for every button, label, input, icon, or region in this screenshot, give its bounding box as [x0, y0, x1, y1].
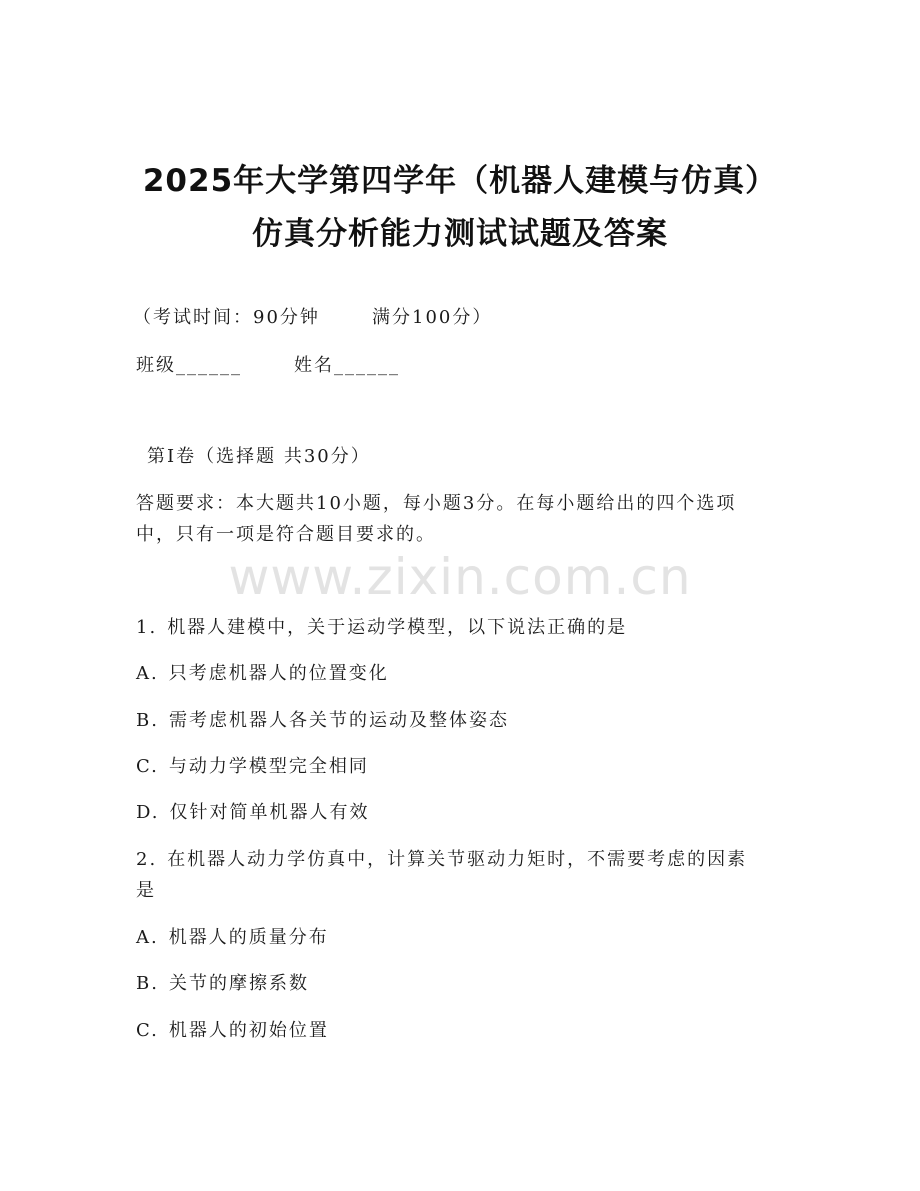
section-heading: 第I卷（选择题 共30分）	[147, 446, 371, 467]
question-2	[136, 845, 747, 871]
question-1-option-d	[136, 798, 370, 824]
option-letter: C.	[136, 1020, 159, 1041]
question-1	[136, 613, 627, 639]
option-text: 机器人的初始位置	[168, 1020, 329, 1041]
option-letter: B.	[136, 710, 159, 731]
question-2-option-a	[136, 923, 329, 949]
section-requirement-line-2: 中，只有一项是符合题目要求的。	[136, 524, 436, 545]
option-text: 仅针对简单机器人有效	[169, 802, 370, 823]
option-letter: D.	[136, 802, 160, 823]
document-title-line-1: 2025年大学第四学年（机器人建模与仿真）	[142, 163, 778, 199]
option-text: 需考虑机器人各关节的运动及整体姿态	[168, 710, 509, 731]
option-text: 关节的摩擦系数	[168, 973, 309, 994]
question-1-option-b	[136, 706, 509, 732]
option-letter: B.	[136, 973, 159, 994]
exam-time-limit: （考试时间：90分钟	[133, 307, 320, 328]
question-stem: 机器人建模中，关于运动学模型，以下说法正确的是	[167, 617, 628, 638]
question-2-option-c	[136, 1016, 329, 1042]
section-requirement-line-1: 答题要求：本大题共10小题，每小题3分。在每小题给出的四个选项	[136, 493, 737, 514]
name-field-label: 姓名______	[294, 355, 400, 376]
option-letter: A.	[136, 663, 159, 684]
question-2-stem-continued: 是	[136, 880, 156, 901]
question-stem: 在机器人动力学仿真中，计算关节驱动力矩时，不需要考虑的因素	[167, 849, 748, 870]
class-field-label: 班级______	[136, 355, 242, 376]
option-text: 机器人的质量分布	[168, 927, 329, 948]
question-1-option-c	[136, 752, 369, 778]
exam-full-score: 满分100分）	[372, 307, 493, 328]
question-1-option-a	[136, 659, 389, 685]
option-text: 只考虑机器人的位置变化	[168, 663, 389, 684]
watermark: www.zixin.com.cn	[228, 548, 692, 606]
question-number: 2.	[136, 849, 158, 870]
option-text: 与动力学模型完全相同	[168, 756, 369, 777]
option-letter: C.	[136, 756, 159, 777]
document-title-line-2: 仿真分析能力测试试题及答案	[252, 216, 668, 252]
option-letter: A.	[136, 927, 159, 948]
question-number: 1.	[136, 617, 158, 638]
question-2-option-b	[136, 969, 309, 995]
